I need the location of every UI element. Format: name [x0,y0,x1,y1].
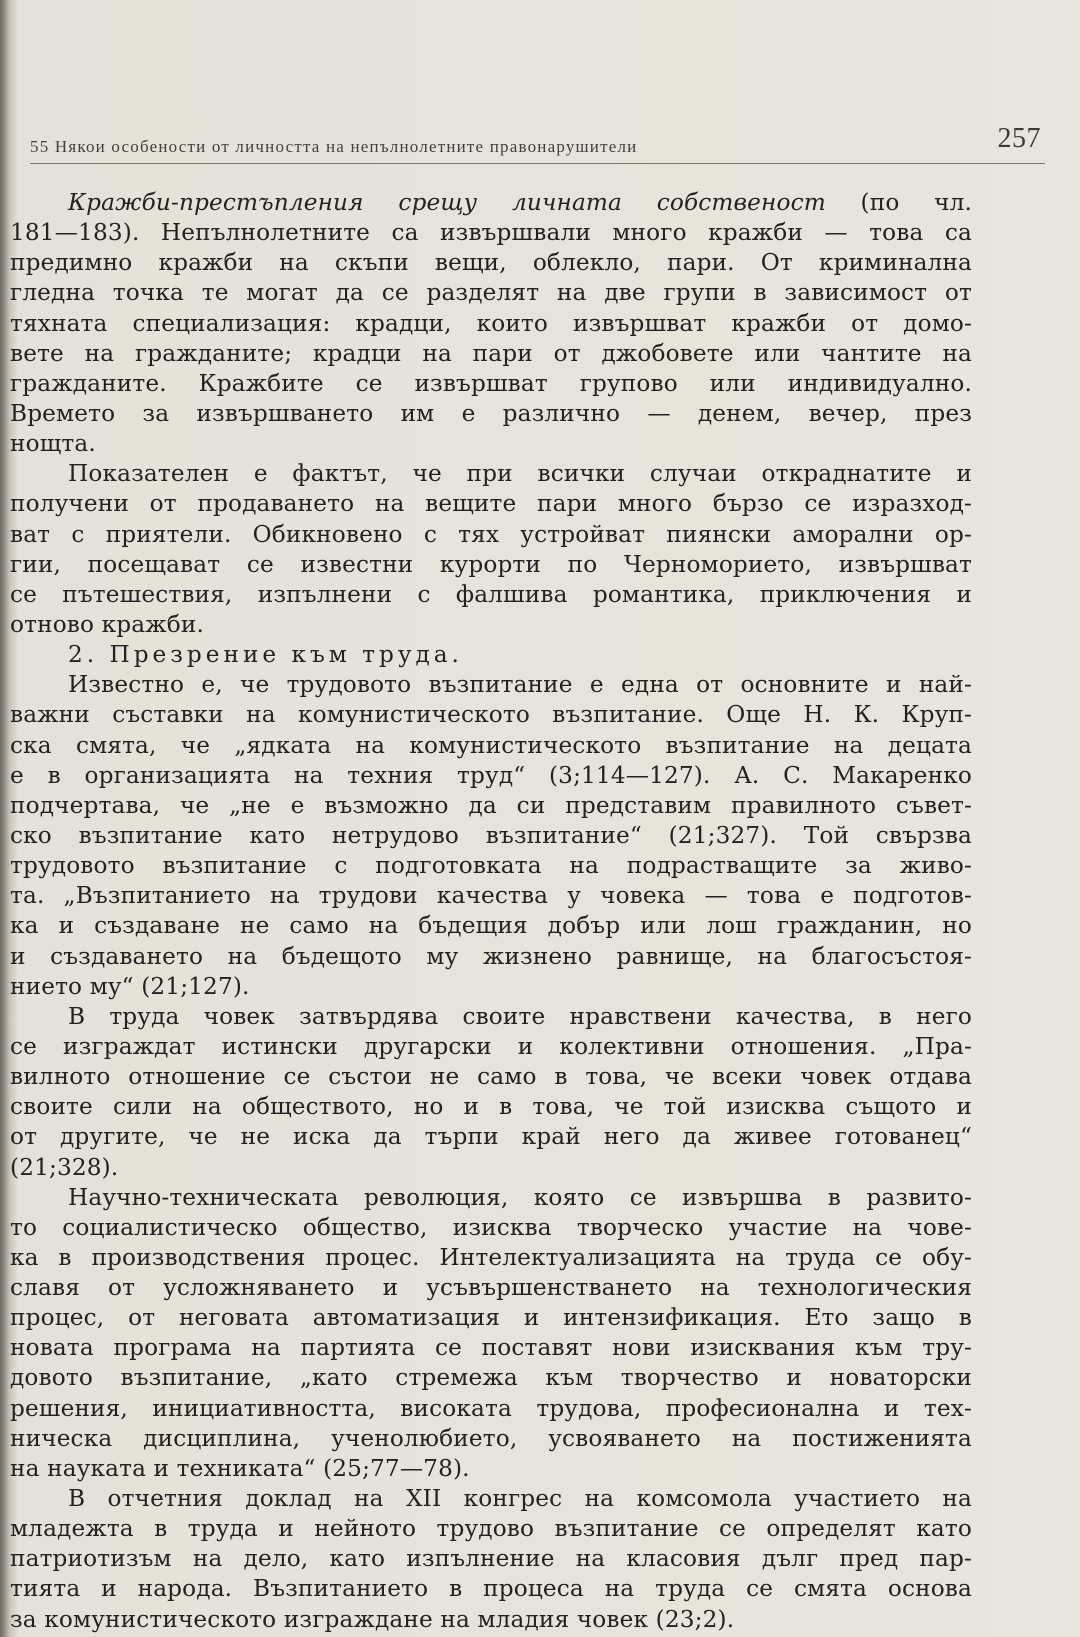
page-number: 257 [997,123,1041,154]
text-line: получени от продаването на вещите пари много бързо се изразход- [10,490,972,518]
text-line: тията и народа. Възпитанието в процеса на труда се смята основа [10,1575,972,1603]
text-line: тяхната специализация: крадци, които извършват кражби от домо- [10,309,972,337]
text-line: ско възпитание като нетрудово възпитание“ (21;327). Той свързва [10,821,972,849]
text-line: отново кражби. [10,610,204,638]
text-line: Времето за извършването им е различно — денем, вечер, през [10,399,972,427]
text-line: на науката и техниката“ (25;77—78). [10,1454,470,1482]
page-gutter-shadow [0,0,10,1637]
paragraph-stolen-money [10,459,972,640]
text-line: младежта в труда и нейното трудово възпитание се определят като [10,1515,972,1543]
text-line: вилното отношение се състои не само в това, че всеки човек отдава [10,1063,972,1091]
text-line: та. „Възпитанието на трудови качества у човека — това е подготов- [10,882,972,910]
text-line: довото възпитание, „като стремежа към творчество и новаторски [10,1364,972,1392]
text-line: новата програма на партията се поставят нови изисквания към тру- [10,1334,972,1362]
text-line: В труда човек затвърдява своите нравствени качества, в него [68,1002,972,1030]
text-line: е в организацията на техния труд“ (3;114—127). А. С. Макаренко [10,761,972,789]
paragraph-theft-crimes [10,188,972,459]
text-line: процес, от неговата автоматизация и интензификация. Ето защо в [10,1304,972,1332]
text-line: гражданите. Кражбите се извършват групово или индивидуално. [10,369,972,397]
running-header [30,123,1048,163]
paragraph-moral-qualities [10,1002,972,1183]
text-line: 181—183). Непълнолетните са извършвали много кражби — това са [10,219,972,247]
italic-heading: Кражби-престъпления срещу личната собственост [68,189,826,216]
text-line: подчертава, че „не е възможно да си представим правилното съвет- [10,791,972,819]
text-line-tail: (по чл. [825,189,972,216]
text-line: трудовото възпитание с подготовката на подрастващите за живо- [10,852,972,880]
text-line: славя от усложняването и усъвършенстването на технологическия [10,1274,972,1302]
text-line: (21;328). [10,1153,119,1181]
text-line: и създаването на бъдещото му жизнено равнище, на благосъстоя- [10,942,972,970]
text-line: патриотизъм на дело, като изпълнение на класовия дълг пред пар- [10,1545,972,1573]
text-line: решения, инициативността, високата трудова, професионална и тех- [10,1394,972,1422]
body-text [10,188,972,1635]
text-line: гии, посещават се известни курорти по Черноморието, извършват [10,550,972,578]
text-line: ска смята, че „ядката на комунистическото възпитание на децата [10,731,972,759]
text-line: се пътешествия, изпълнени с фалшива романтика, приключения и [10,580,972,608]
paragraph-scientific-revolution [10,1183,972,1484]
text-line: вете на гражданите; крадци на пари от джобовете или чантите на [10,339,972,367]
text-line: от другите, че не иска да търпи край него да живее готованец“ [10,1123,972,1151]
running-header-title: 55 Някои особености от личността на непълнолетните правонарушители [30,137,638,156]
text-line: то социалистическо общество, изисква творческо участие на чове- [10,1213,972,1241]
text-line [10,188,972,218]
text-line: нието му“ (21;127). [10,972,250,1000]
section-heading [10,640,972,670]
text-line: ка в производствения процес. Интелектуализацията на труда се обу- [10,1243,972,1271]
paragraph-komsomol-congress [10,1484,972,1635]
text-line: Показателен е фактът, че при всички случаи откраднатите и [68,460,972,488]
text-line: ническа дисциплина, ученолюбието, усвояването на постиженията [10,1424,972,1452]
text-line: ват с приятели. Обикновено с тях устройват пиянски аморални ор- [10,520,972,548]
text-line: нощта. [10,430,96,458]
section-heading-text: 2. Презрение към труда. [68,641,463,669]
paragraph-labor-education [10,670,972,1002]
text-line: за комунистическото изграждане на младия човек (23;2). [10,1605,735,1633]
header-rule [30,163,1045,164]
text-line: ка и създаване не само на бъдещия добър или лош гражданин, но [10,912,972,940]
text-line: В отчетния доклад на XII конгрес на комсомола участието на [68,1485,972,1513]
text-line: гледна точка те могат да се разделят на две групи в зависимост от [10,279,972,307]
text-line: се изграждат истински другарски и колективни отношения. „Пра- [10,1032,972,1060]
text-line: Научно-техническата революция, която се извършва в развито- [68,1183,972,1211]
text-line: важни съставки на комунистическото възпитание. Още Н. К. Круп- [10,701,972,729]
text-line: Известно е, че трудовото възпитание е една от основните и най- [68,671,972,699]
text-line: своите сили на обществото, но и в това, че той изисква същото и [10,1093,972,1121]
text-line: предимно кражби на скъпи вещи, облекло, пари. От криминална [10,249,972,277]
